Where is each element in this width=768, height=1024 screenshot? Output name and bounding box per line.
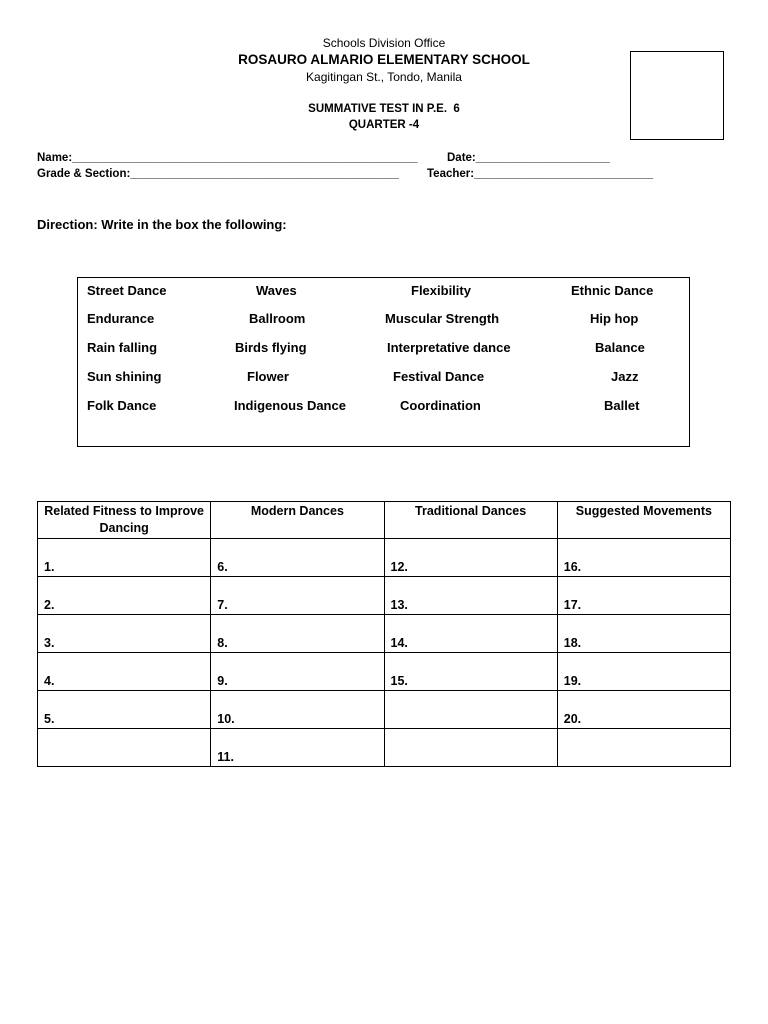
word-bank-item: Street Dance xyxy=(87,283,167,298)
word-bank-item: Ballet xyxy=(604,398,640,413)
column-header-traditional: Traditional Dances xyxy=(384,502,557,539)
word-bank-item: Flexibility xyxy=(411,283,471,298)
word-bank-item: Waves xyxy=(256,283,297,298)
answer-cell[interactable]: 10. xyxy=(211,691,384,729)
word-bank-item: Ballroom xyxy=(249,311,306,326)
word-bank-item: Interpretative dance xyxy=(387,340,511,355)
word-bank-item: Balance xyxy=(595,340,645,355)
answer-cell[interactable]: 16. xyxy=(557,539,730,577)
school-name: ROSAURO ALMARIO ELEMENTARY SCHOOL xyxy=(238,52,530,67)
answer-cell[interactable]: 6. xyxy=(211,539,384,577)
answer-cell[interactable]: 20. xyxy=(557,691,730,729)
word-bank-item: Hip hop xyxy=(590,311,639,326)
answer-cell[interactable] xyxy=(384,691,557,729)
grade-section-field[interactable]: Grade & Section:__________________________________________ xyxy=(37,168,399,180)
answer-cell[interactable]: 1. xyxy=(38,539,211,577)
word-bank-item: Coordination xyxy=(400,398,481,413)
word-bank-item: Folk Dance xyxy=(87,398,157,413)
answer-table xyxy=(37,501,731,767)
word-bank-item: Indigenous Dance xyxy=(234,398,346,413)
table-header-row xyxy=(38,502,731,539)
answer-cell[interactable]: 18. xyxy=(557,615,730,653)
answer-cell[interactable]: 11. xyxy=(211,729,384,767)
answer-cell[interactable]: 17. xyxy=(557,577,730,615)
answer-cell[interactable]: 3. xyxy=(38,615,211,653)
table-row xyxy=(38,691,731,729)
photo-box xyxy=(630,51,724,140)
word-bank-item: Endurance xyxy=(87,311,155,326)
word-bank-item: Ethnic Dance xyxy=(571,283,654,298)
word-bank-item: Flower xyxy=(247,369,289,384)
word-bank-item: Sun shining xyxy=(87,369,162,384)
word-bank-item: Rain falling xyxy=(87,340,158,355)
table-row xyxy=(38,615,731,653)
table-row xyxy=(38,729,731,767)
name-field[interactable]: Name:______________________________________________________ xyxy=(37,152,418,164)
word-bank-item: Jazz xyxy=(611,369,639,384)
answer-cell[interactable]: 15. xyxy=(384,653,557,691)
answer-cell[interactable]: 13. xyxy=(384,577,557,615)
answer-cell[interactable]: 4. xyxy=(38,653,211,691)
word-bank-item: Birds flying xyxy=(235,340,307,355)
school-address: Kagitingan St., Tondo, Manila xyxy=(306,70,462,84)
answer-cell[interactable]: 7. xyxy=(211,577,384,615)
office-heading: Schools Division Office xyxy=(322,36,446,50)
table-row xyxy=(38,577,731,615)
column-header-movements: Suggested Movements xyxy=(557,502,730,539)
answer-cell[interactable]: 19. xyxy=(557,653,730,691)
column-header-fitness: Related Fitness to Improve Dancing xyxy=(38,502,211,539)
table-row xyxy=(38,539,731,577)
answer-cell[interactable]: 9. xyxy=(211,653,384,691)
teacher-field[interactable]: Teacher:____________________________ xyxy=(427,168,654,180)
answer-cell[interactable] xyxy=(38,729,211,767)
word-bank-box xyxy=(77,277,690,447)
answer-cell[interactable]: 2. xyxy=(38,577,211,615)
column-header-modern: Modern Dances xyxy=(211,502,384,539)
answer-cell[interactable]: 8. xyxy=(211,615,384,653)
word-bank-item: Festival Dance xyxy=(393,369,485,384)
date-field[interactable]: Date:_____________________ xyxy=(447,152,611,164)
answer-cell[interactable]: 5. xyxy=(38,691,211,729)
answer-cell[interactable] xyxy=(557,729,730,767)
test-title: SUMMATIVE TEST IN P.E. 6 xyxy=(308,103,460,115)
answer-cell[interactable]: 12. xyxy=(384,539,557,577)
table-row xyxy=(38,653,731,691)
word-bank-item: Muscular Strength xyxy=(385,311,500,326)
answer-cell[interactable] xyxy=(384,729,557,767)
quarter-label: QUARTER -4 xyxy=(348,119,420,131)
answer-cell[interactable]: 14. xyxy=(384,615,557,653)
direction-text: Direction: Write in the box the following: xyxy=(37,217,287,232)
